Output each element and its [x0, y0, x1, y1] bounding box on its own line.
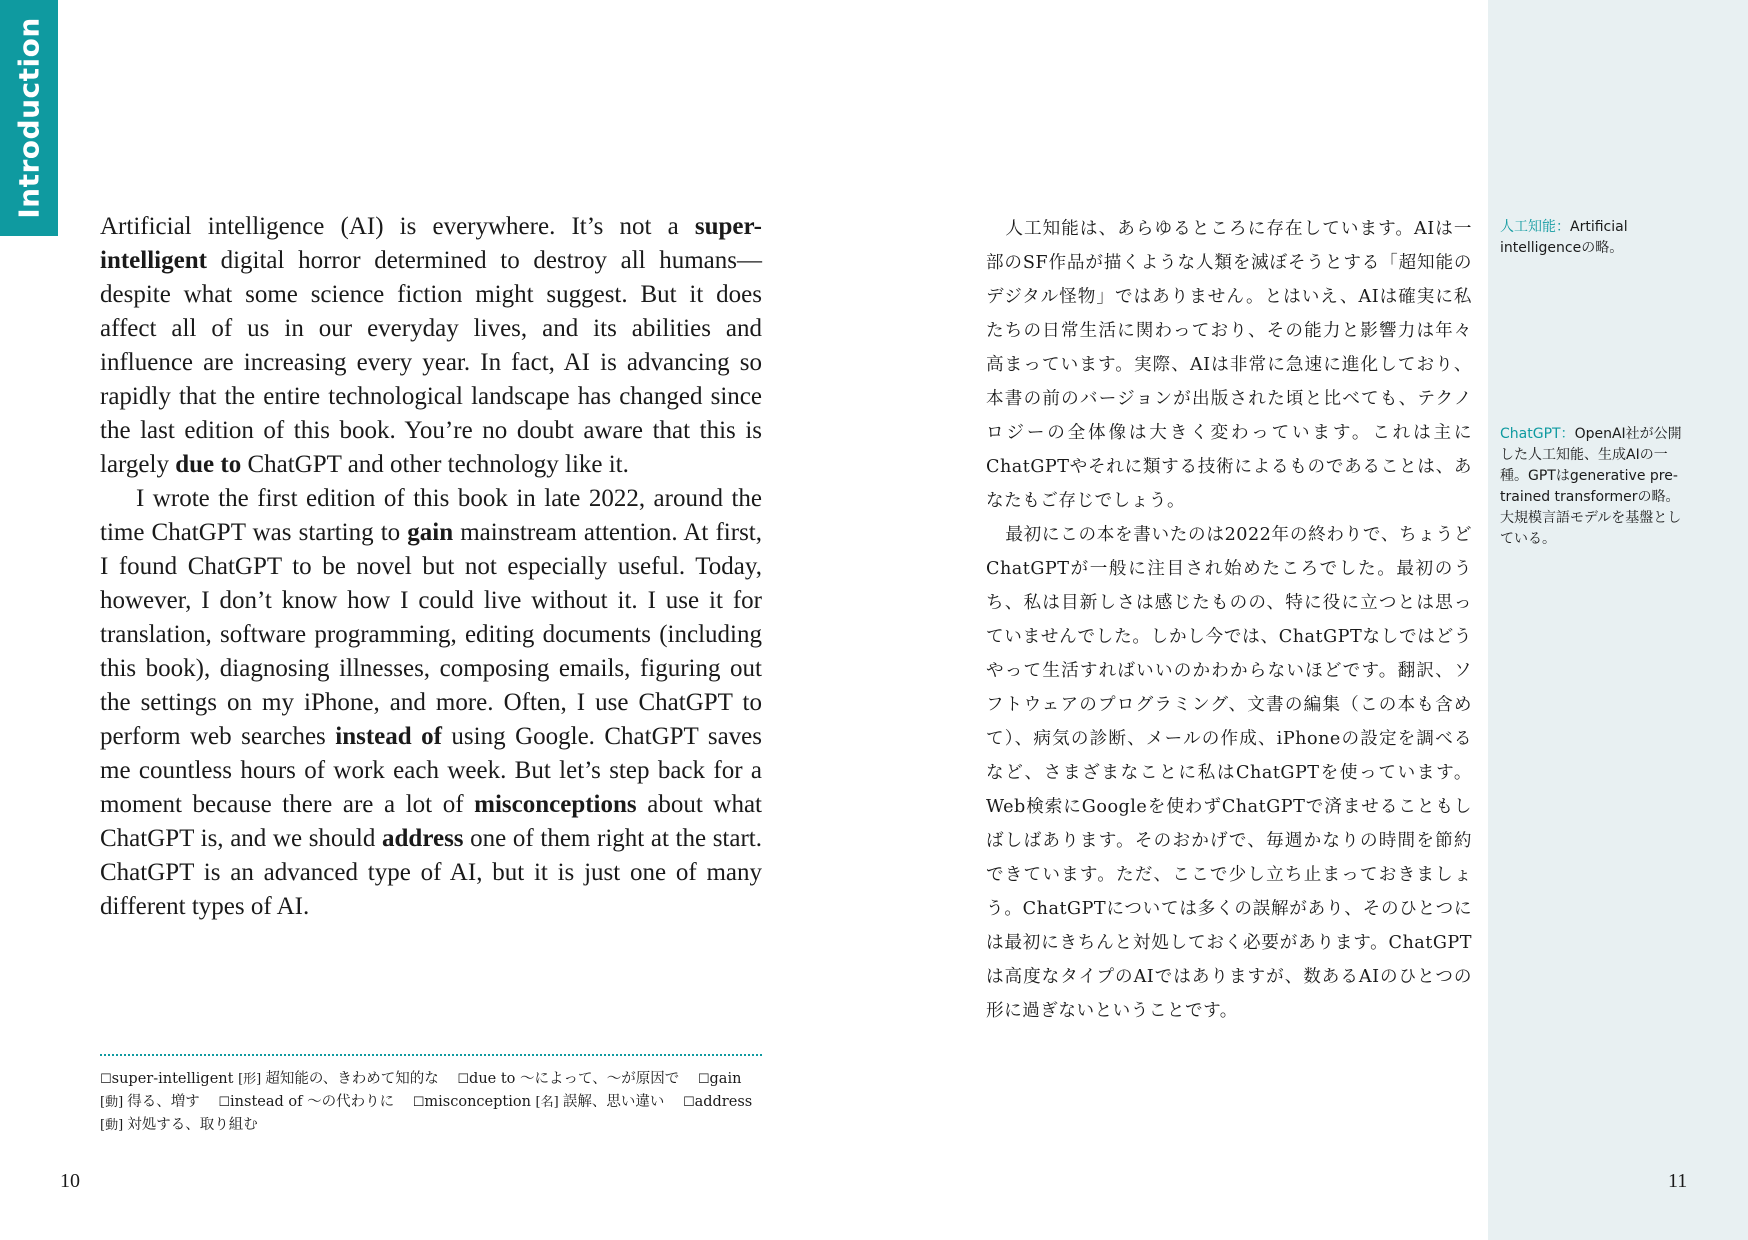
japanese-paragraph-1: 人工知能は、あらゆるところに存在しています。AIは一部のSF作品が描くような人類を滅ぼそうとする「超知能のデジタル怪物」ではありません。とはいえ、AIは確実に私たちの日常生活に関わっており、その能力と影響力は年々高まっています。実際、AIは非常に急速に進化しており、本書の前のバージョンが出版された頃と比べても、テクノロジーの全体像は大きく変わっています。これは主にChatGPTやそれに類する技術によるものであることは、あなたもご存じでしょう。: [986, 219, 1472, 511]
vocab-meaning: 得る、増す: [127, 1094, 200, 1110]
page-number-left: 10: [60, 1170, 80, 1192]
section-tab-label: Introduction: [12, 17, 46, 219]
english-body: [100, 210, 762, 924]
vocab-word: instead of: [230, 1094, 308, 1110]
vocab-highlight: instead of: [335, 723, 442, 750]
vocab-word: due to: [469, 1071, 521, 1087]
page-number-right: 11: [1668, 1170, 1688, 1192]
vocab-item: [457, 1071, 679, 1087]
vocab-highlight: due to: [175, 451, 242, 478]
english-text-run: using Google. ChatGPT saves me countless hours of work each week. But let’s step back for a moment because there are a lot of: [100, 723, 762, 818]
english-text-run: I wrote the first edition of this book in late 2022, around the time ChatGPT was starting to: [100, 485, 762, 546]
glossary-text: OpenAI社が公開した人工知能、生成AIの一種。GPTはgenerative pre-trained transformerの略。大規模言語モデルを基盤としている。: [1500, 426, 1682, 547]
english-paragraph-2: [100, 482, 762, 924]
english-text-run: about what ChatGPT is, and we should: [100, 791, 763, 852]
vocab-part-of-speech: [動]: [100, 1118, 128, 1133]
japanese-paragraph-2: 最初にこの本を書いたのは2022年の終わりで、ちょうどChatGPTが一般に注目され始めたころでした。最初のうち、私は目新しさは感じたものの、特に役に立つとは思っていませんでした。しかし今では、ChatGPTなしではどうやって生活すればいいのかわからないほどです。翻訳、ソフトウェアのプログラミング、文書の編集（この本も含めて）、病気の診断、メールの作成、iPhoneの設定を調べるなど、さまざまなことに私はChatGPTを使っています。Web検索にGoogleを使わずChatGPTで済ませることもしばしばあります。そのおかげで、毎週かなりの時間を節約できています。ただ、ここで少し立ち止まっておきましょう。ChatGPTについては多くの誤解があり、そのひとつには最初にきちんと対処しておく必要があります。ChatGPTは高度なタイプのAIではありますが、数あるAIのひとつの形に過ぎないということです。: [986, 525, 1472, 1021]
vocab-item: [100, 1071, 439, 1087]
vocab-highlight: misconceptions: [474, 791, 637, 818]
glossary-entry-chatgpt: [1500, 424, 1690, 550]
vocab-word: address: [694, 1094, 753, 1110]
checkbox-icon: ☐: [697, 1072, 710, 1087]
vocab-meaning: ～の代わりに: [307, 1094, 395, 1110]
vocab-meaning: 誤解、思い違い: [562, 1094, 665, 1110]
section-tab: [0, 0, 58, 236]
vocab-divider: [100, 1054, 762, 1056]
english-text-run: Artificial intelligence (AI) is everywhere. It’s not a: [100, 213, 695, 240]
vocab-word: super-intelligent: [111, 1071, 239, 1087]
english-text-run: ChatGPT and other technology like it.: [241, 451, 629, 478]
vocab-part-of-speech: [動]: [100, 1095, 128, 1110]
checkbox-icon: ☐: [218, 1095, 231, 1110]
vocab-word: gain: [709, 1071, 742, 1087]
vocab-part-of-speech: [名]: [535, 1095, 563, 1110]
checkbox-icon: ☐: [412, 1095, 425, 1110]
vocab-item: [218, 1094, 394, 1110]
vocab-highlight: address: [382, 825, 464, 852]
checkbox-icon: ☐: [457, 1072, 470, 1087]
vocab-meaning: ～によって、～が原因で: [520, 1071, 680, 1087]
checkbox-icon: ☐: [100, 1072, 112, 1087]
vocab-highlight: gain: [407, 519, 454, 546]
glossary-term: 人工知能：: [1500, 219, 1570, 235]
english-text-run: mainstream attention. At first, I found ChatGPT to be novel but not especially useful. Today, however, I don’t know how I could live without it. I use it for translation, software programming, editing documents (including this book), diagnosing illnesses, composing emails, figuring out the settings on my iPhone, and more. Often, I use ChatGPT to perform web searches: [100, 519, 762, 750]
checkbox-icon: ☐: [682, 1095, 695, 1110]
vocab-item: [413, 1094, 665, 1110]
glossary-term: ChatGPT：: [1500, 426, 1575, 442]
english-paragraph-1: [100, 210, 762, 482]
vocabulary-list: [100, 1068, 762, 1137]
vocab-meaning: 超知能の、きわめて知的な: [265, 1071, 439, 1087]
english-text-run: one of them right at the start. ChatGPT is an advanced type of AI, but it is just one of many different types of AI.: [100, 825, 762, 920]
vocab-meaning: 対処する、取り組む: [127, 1117, 258, 1133]
vocab-part-of-speech: [形]: [238, 1072, 266, 1087]
japanese-body: [986, 212, 1472, 1028]
vocab-word: misconception: [424, 1094, 536, 1110]
glossary-text: Artificial intelligenceの略。: [1500, 219, 1628, 256]
glossary-entry-ai: [1500, 217, 1690, 259]
vocab-highlight: super-intelligent: [100, 213, 762, 274]
glossary-panel: [1488, 0, 1748, 1240]
english-text-run: digital horror determined to destroy all humans—despite what some science fiction might suggest. But it does affect all of us in our everyday lives, and its abilities and influence are increasing every year. In fact, AI is advancing so rapidly that the entire technological landscape has changed since the last edition of this book. You’re no doubt aware that this is largely: [100, 247, 762, 478]
